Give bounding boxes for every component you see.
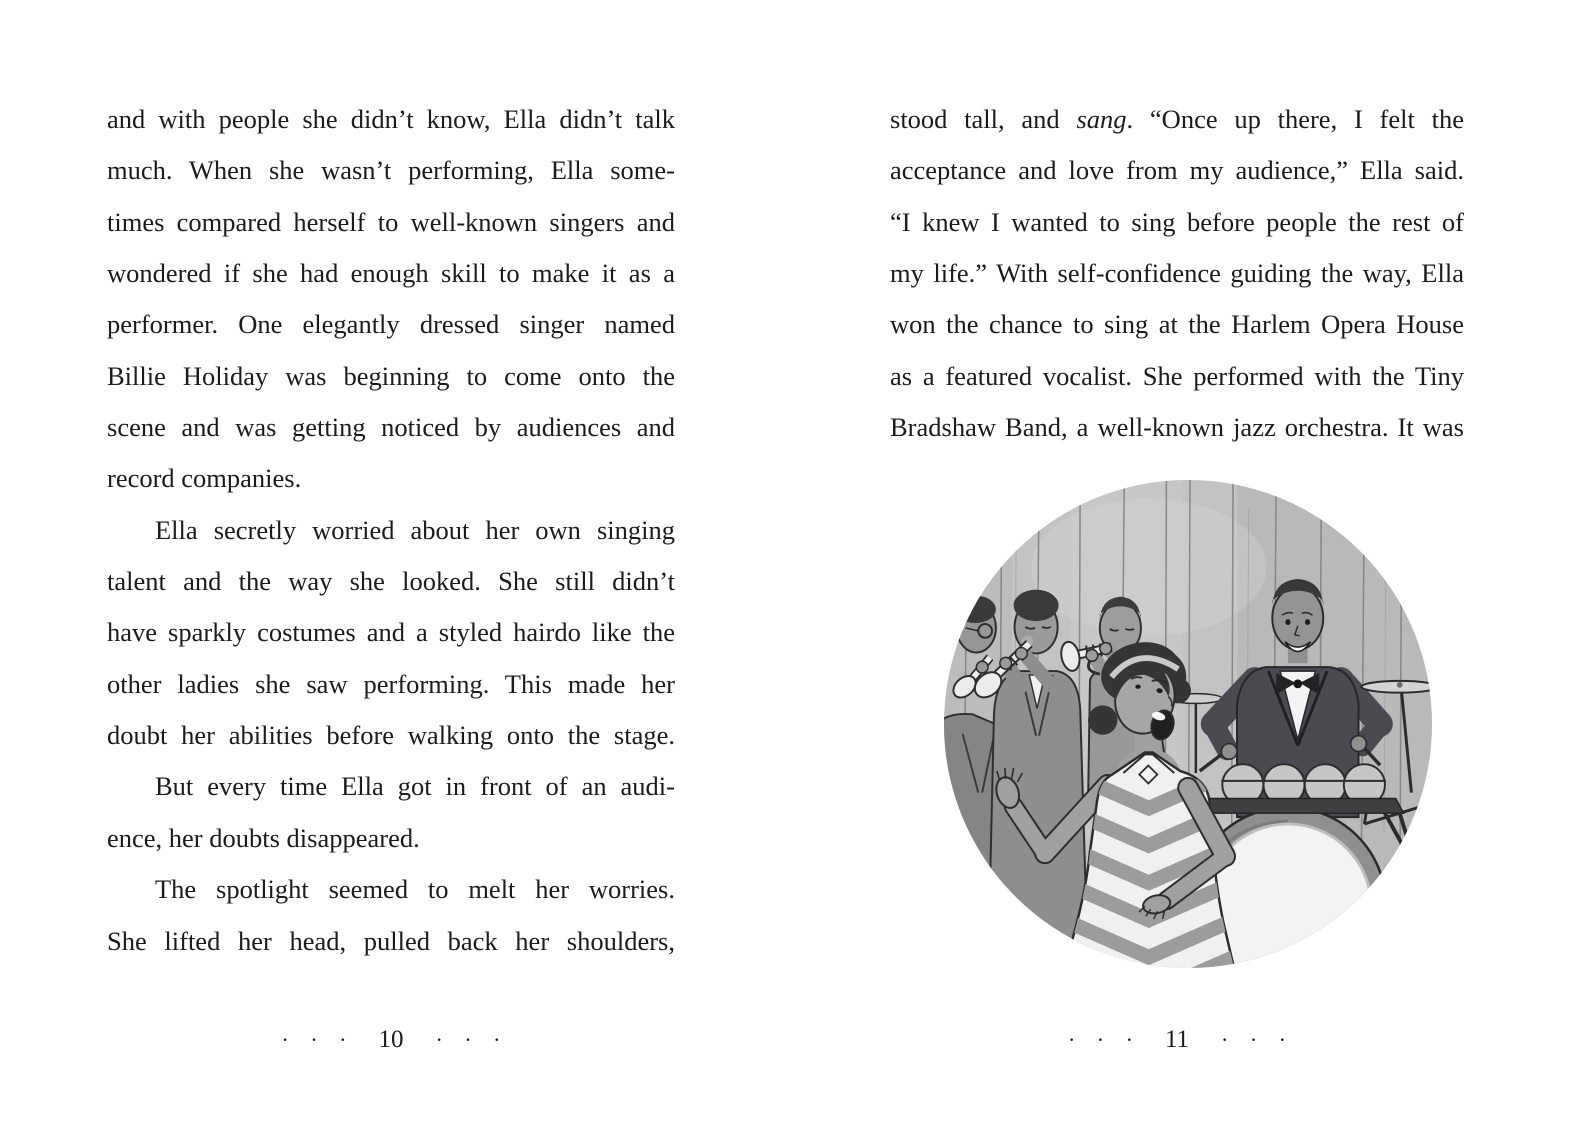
text-line: Ella secretly worried about her own singing <box>155 514 675 545</box>
text-line: have sparkly costumes and a styled hairdo like the <box>107 617 675 648</box>
left-page-text <box>107 94 675 967</box>
text-line: But every time Ella got in front of an audi- <box>155 771 675 802</box>
page-number: 10 <box>378 1026 404 1053</box>
illustration-band-scene <box>943 479 1433 969</box>
text-line: Bradshaw Band, a well-known jazz orchestra. It was <box>890 412 1464 443</box>
text-line: wondered if she had enough skill to make it as a <box>107 258 675 289</box>
left-page-footer <box>107 1026 675 1054</box>
text-line: performer. One elegantly dressed singer named <box>107 309 675 340</box>
text-segment: stood tall, and <box>890 104 1077 134</box>
text-line: and with people she didn’t know, Ella didn’t talk <box>107 104 675 134</box>
text-line: doubt her abilities before walking onto the stage. <box>107 720 675 751</box>
footer-ornament: · · · <box>281 1027 355 1052</box>
page-number: 11 <box>1164 1026 1190 1053</box>
text-line: record companies. <box>107 463 302 494</box>
text-line: my life.” With self-confidence guiding the way, Ella <box>890 258 1464 289</box>
footer-ornament: · · · <box>435 1027 509 1052</box>
text-line: ence, her doubts disappeared. <box>107 822 420 853</box>
right-page-footer <box>890 1026 1464 1054</box>
text-segment: . “Once up there, I felt the <box>1126 104 1464 134</box>
text-line: much. When she wasn’t performing, Ella some- <box>107 155 675 186</box>
band-scene-svg <box>943 479 1433 969</box>
text-line: won the chance to sing at the Harlem Opera House <box>890 309 1464 340</box>
text-line: as a featured vocalist. She performed with the Tiny <box>890 360 1464 391</box>
text-line: times compared herself to well-known singers and <box>107 206 675 237</box>
text-line: The spotlight seemed to melt her worries. <box>155 874 675 905</box>
text-line: other ladies she saw performing. This made her <box>107 668 675 699</box>
text-line <box>890 94 1464 145</box>
text-line: “I knew I wanted to sing before people the rest of <box>890 206 1464 237</box>
right-page-text <box>890 94 1464 453</box>
text-line: Billie Holiday was beginning to come onto the <box>107 360 675 391</box>
footer-ornament: · · · <box>1067 1027 1141 1052</box>
text-line: acceptance and love from my audience,” Ella said. <box>890 155 1464 186</box>
text-line: scene and was getting noticed by audiences and <box>107 412 675 443</box>
footer-ornament: · · · <box>1221 1027 1295 1052</box>
text-line: talent and the way she looked. She still didn’t <box>107 566 675 597</box>
italic-word: sang <box>1076 104 1127 134</box>
text-line: She lifted her head, pulled back her shoulders, <box>107 925 675 956</box>
